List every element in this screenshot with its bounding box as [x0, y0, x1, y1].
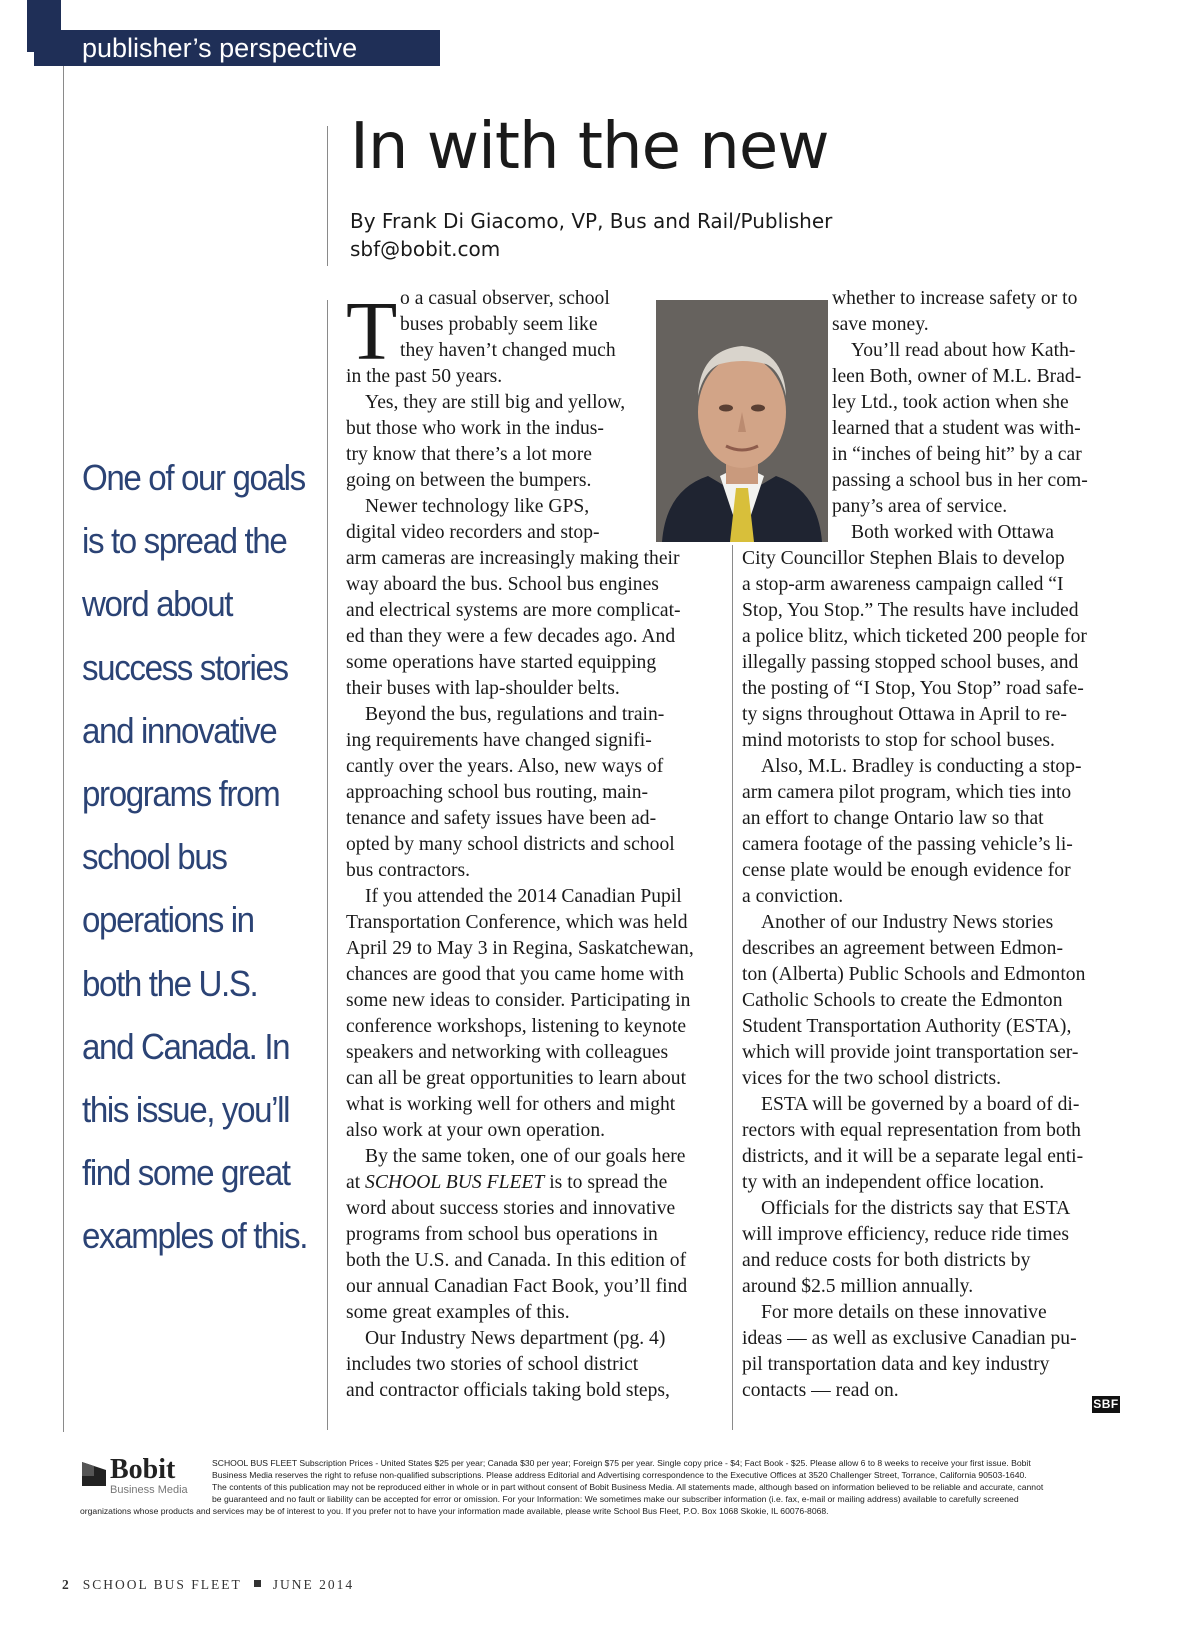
- author-portrait-illustration: [656, 300, 828, 542]
- text-line: Transportation Conference, which was held: [346, 912, 688, 933]
- text-line: Officials for the districts say that ESTA: [761, 1198, 1071, 1219]
- text-line: passing a school bus in her com-: [832, 470, 1088, 491]
- pull-quote-line: is to spread the: [82, 520, 287, 562]
- subscription-notice: [80, 1457, 1122, 1517]
- column-rule: [327, 300, 328, 1430]
- magazine-name-inline: SCHOOL BUS FLEET: [365, 1172, 545, 1193]
- text-line: Stop, You Stop.” The results have included: [742, 600, 1079, 621]
- pull-quote-line: both the U.S.: [82, 962, 258, 1004]
- text-line: approaching school bus routing, main-: [346, 782, 649, 803]
- text-line: By the same token, one of our goals here: [365, 1146, 686, 1167]
- pull-quote-line: word about: [82, 583, 233, 625]
- text-line: around $2.5 million annually.: [742, 1276, 974, 1297]
- article-column-2-top: [832, 286, 1122, 546]
- text-line: vices for the two school districts.: [742, 1068, 1002, 1089]
- text-line: a stop-arm awareness campaign called “I: [742, 574, 1064, 595]
- text-line: ing requirements have changed signifi-: [346, 730, 652, 751]
- footer-line: The contents of this publication may not be reproduced either in whole or in part without consent of Bobit Business Media. All statements made, although based on information believed to be reliable and accurate, cannot: [212, 1482, 1044, 1492]
- text-line: tenance and safety issues have been ad-: [346, 808, 657, 829]
- text-line: some operations have started equipping: [346, 652, 657, 673]
- text-line: ideas — as well as exclusive Canadian pu-: [742, 1328, 1077, 1349]
- text-line: will improve efficiency, reduce ride times: [742, 1224, 1069, 1245]
- text-line: they haven’t changed much: [400, 340, 616, 361]
- text-line: chances are good that you came home with: [346, 964, 684, 985]
- byline-author: By Frank Di Giacomo, VP, Bus and Rail/Publisher: [350, 209, 833, 233]
- text-line: includes two stories of school district: [346, 1354, 639, 1375]
- text-line: our annual Canadian Fact Book, you’ll find: [346, 1276, 688, 1297]
- drop-cap: T: [346, 285, 398, 378]
- text-line: and contractor officials taking bold steps,: [346, 1380, 670, 1401]
- footer-line: SCHOOL BUS FLEET Subscription Prices - United States $25 per year; Canada $30 per year; Foreign $75 per year. Single copy price - $4; Fact Book - $25. Please allow 6 to 8 weeks to receive your first issue. Bobit: [212, 1458, 1031, 1468]
- text-line: a conviction.: [742, 886, 844, 907]
- text-line: Both worked with Ottawa: [851, 522, 1054, 543]
- text-line: districts, and it will be a separate legal enti-: [742, 1146, 1084, 1167]
- footer-line: Business Media reserves the right to refuse non-qualified subscriptions. Please address Editorial and Advertising correspondence to the Executive Offices at 3520 Challenger Street, Torrance, California 90503-1640.: [212, 1470, 1027, 1480]
- text-line: pany’s area of service.: [832, 496, 1008, 517]
- text-line: opted by many school districts and school: [346, 834, 675, 855]
- text-line: programs from school bus operations in: [346, 1224, 658, 1245]
- text-line: which will provide joint transportation ser-: [742, 1042, 1079, 1063]
- text-line: Yes, they are still big and yellow,: [365, 392, 626, 413]
- text-line: ley Ltd., took action when she: [832, 392, 1069, 413]
- text-line: both the U.S. and Canada. In this edition of: [346, 1250, 687, 1271]
- text-line: some great examples of this.: [346, 1302, 570, 1323]
- text-line: save money.: [832, 314, 929, 335]
- text-line: a police blitz, which ticketed 200 people for: [742, 626, 1087, 647]
- text-line: For more details on these innovative: [761, 1302, 1047, 1323]
- text-line: bus contractors.: [346, 860, 471, 881]
- text-line: Another of our Industry News stories: [761, 912, 1054, 933]
- text-line: and electrical systems are more complicat-: [346, 600, 681, 621]
- footer-line: be guaranteed and no fault or liability can be accepted for error or omission. For your Information: We sometimes make our subscriber information (i.e. fax, e-mail or mailing address) available to carefully screened: [212, 1494, 1019, 1504]
- pull-quote-line: and innovative: [82, 709, 277, 751]
- text-line: but those who work in the indus-: [346, 418, 604, 439]
- text-line: buses probably seem like: [400, 314, 598, 335]
- text-line: can all be great opportunities to learn about: [346, 1068, 687, 1089]
- pull-quote-line: success stories: [82, 646, 288, 688]
- text-line: ton (Alberta) Public Schools and Edmonton: [742, 964, 1086, 985]
- pull-quote-line: and Canada. In: [82, 1025, 290, 1067]
- text-line: City Councillor Stephen Blais to develop: [742, 548, 1065, 569]
- folio: [62, 1577, 354, 1593]
- text-line: Also, M.L. Bradley is conducting a stop-: [761, 756, 1082, 777]
- text-line: mind motorists to stop for school buses.: [742, 730, 1055, 751]
- text-line: word about success stories and innovative: [346, 1198, 676, 1219]
- text-line: ty signs throughout Ottawa in April to re-: [742, 704, 1067, 725]
- text-line: o a casual observer, school: [400, 288, 610, 309]
- text-line: and reduce costs for both districts by: [742, 1250, 1031, 1271]
- text-line: their buses with lap-shoulder belts.: [346, 678, 620, 699]
- text-line: describes an agreement between Edmon-: [742, 938, 1063, 959]
- text-line: an effort to change Ontario law so that: [742, 808, 1044, 829]
- text-line: learned that a student was with-: [832, 418, 1081, 439]
- text-line: illegally passing stopped school buses, and: [742, 652, 1079, 673]
- pull-quote-line: this issue, you’ll: [82, 1089, 290, 1131]
- text-line: leen Both, owner of M.L. Brad-: [832, 366, 1082, 387]
- article-title: In with the new: [350, 110, 829, 184]
- text-line: try know that there’s a lot more: [346, 444, 592, 465]
- text-line: You’ll read about how Kath-: [851, 340, 1076, 361]
- title-rule: [327, 126, 328, 266]
- pull-quote-line: One of our goals: [82, 457, 305, 498]
- byline: [350, 207, 832, 263]
- text-line: going on between the bumpers.: [346, 470, 592, 491]
- byline-email[interactable]: sbf@bobit.com: [350, 237, 501, 261]
- text-line: Newer technology like GPS,: [365, 496, 590, 517]
- end-mark-logo: SBF: [1093, 1397, 1119, 1411]
- text-line: conference workshops, listening to keynote: [346, 1016, 687, 1037]
- text-line: ty with an independent office location.: [742, 1172, 1045, 1193]
- author-photo: [656, 300, 828, 542]
- pull-quote-line: find some great: [82, 1152, 290, 1194]
- text-line: some new ideas to consider. Participating in: [346, 990, 691, 1011]
- pull-quote-line: programs from: [82, 773, 280, 815]
- page-number: 2: [62, 1577, 69, 1592]
- text-line: digital video recorders and stop-: [346, 522, 600, 543]
- text-line: cense plate would be enough evidence for: [742, 860, 1071, 881]
- footer-line: organizations whose products and services may be of interest to you. If you prefer not to have your information made available, please write School Bus Fleet, P.O. Box 1068 Skokie, IL 60076-8068.: [80, 1506, 829, 1516]
- magazine-name: SCHOOL BUS FLEET: [82, 1577, 242, 1592]
- folio-separator: [254, 1580, 261, 1587]
- text-line: ed than they were a few decades ago. And: [346, 626, 676, 647]
- text-line: whether to increase safety or to: [832, 288, 1078, 309]
- issue-date: JUNE 2014: [272, 1577, 355, 1592]
- text-line: in the past 50 years.: [346, 366, 503, 387]
- text-line: If you attended the 2014 Canadian Pupil: [365, 886, 682, 907]
- section-label: publisher’s perspective: [34, 30, 440, 66]
- text-line: April 29 to May 3 in Regina, Saskatchewan,: [346, 938, 694, 959]
- text-line: speakers and networking with colleagues: [346, 1042, 669, 1063]
- text-line: pil transportation data and key industry: [742, 1354, 1050, 1375]
- pull-quote-line: operations in: [82, 899, 254, 941]
- text-line: at SCHOOL BUS FLEET is to spread the: [346, 1172, 668, 1193]
- text-line: rectors with equal representation from both: [742, 1120, 1081, 1141]
- text-line: arm cameras are increasingly making their: [346, 548, 680, 569]
- text-line: Catholic Schools to create the Edmonton: [742, 990, 1063, 1011]
- text-line: Student Transportation Authority (ESTA),: [742, 1016, 1072, 1037]
- pull-quote-line: examples of this.: [82, 1215, 308, 1257]
- text-line: the posting of “I Stop, You Stop” road safe-: [742, 678, 1084, 699]
- publisher-subtitle: Business Media: [110, 1484, 188, 1496]
- article-column-2: [742, 546, 1122, 1404]
- text-line: contacts — read on.: [742, 1380, 899, 1401]
- text-line: ESTA will be governed by a board of di-: [761, 1094, 1080, 1115]
- publisher-name: Bobit: [110, 1454, 176, 1485]
- text-line: camera footage of the passing vehicle’s li-: [742, 834, 1073, 855]
- pull-quote: [82, 446, 308, 1268]
- column-rule: [732, 545, 733, 1430]
- left-rule: [63, 66, 64, 1432]
- text-line: Our Industry News department (pg. 4): [365, 1328, 666, 1349]
- text-line: Beyond the bus, regulations and train-: [365, 704, 665, 725]
- text-line: way aboard the bus. School bus engines: [346, 574, 659, 595]
- pull-quote-line: school bus: [82, 836, 227, 878]
- text-line: what is working well for others and might: [346, 1094, 676, 1115]
- text-line: cantly over the years. Also, new ways of: [346, 756, 664, 777]
- text-line: also work at your own operation.: [346, 1120, 606, 1141]
- text-line: arm camera pilot program, which ties into: [742, 782, 1072, 803]
- text-line: in “inches of being hit” by a car: [832, 444, 1082, 465]
